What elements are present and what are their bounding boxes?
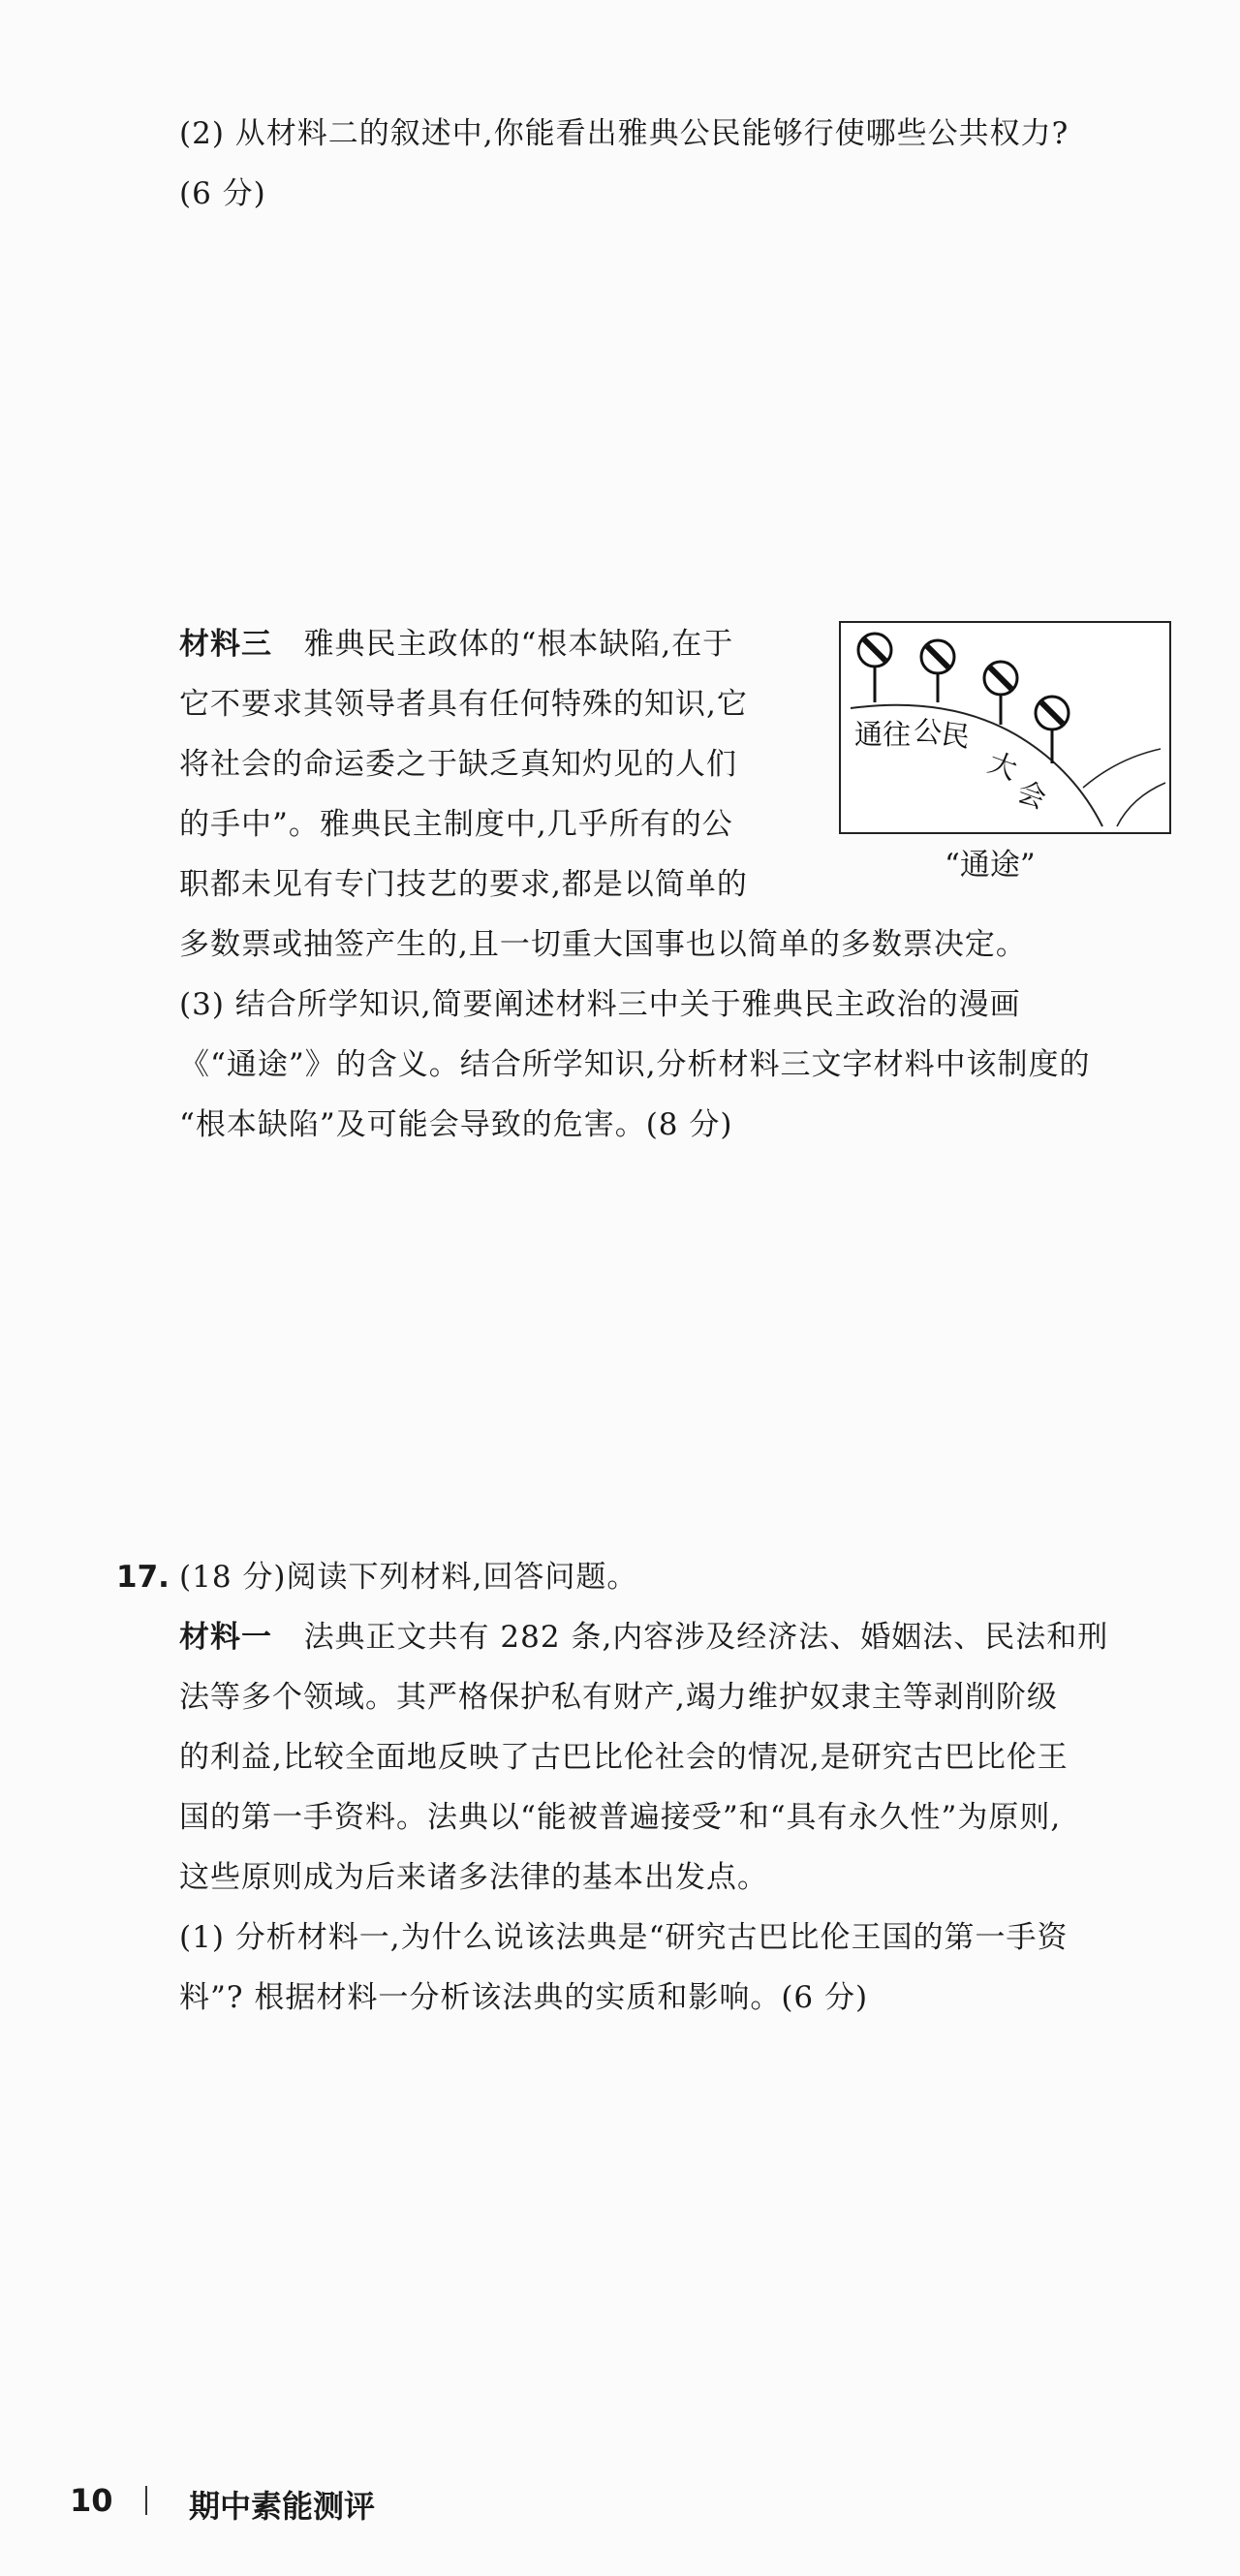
q17-material-1-label: 材料一 — [179, 1620, 272, 1655]
material-3-line-4: 的手中”。雅典民主制度中,几乎所有的公 — [179, 807, 733, 842]
no-entry-sign-icon — [984, 662, 1017, 725]
question-16-part-3-line-3: “根本缺陷”及可能会导致的危害。(8 分) — [179, 1107, 733, 1142]
cartoon-text-tongwang: 通往 — [854, 718, 912, 751]
question-16-part-3-line-2: 《“通途”》的含义。结合所学知识,分析材料三文字材料中该制度的 — [179, 1047, 1091, 1082]
page-number: 10 — [70, 2482, 113, 2519]
no-entry-sign-icon — [921, 640, 954, 702]
cartoon-tongtu — [839, 621, 1171, 834]
material-3-line-5: 职都未见有专门技艺的要求,都是以简单的 — [179, 867, 748, 902]
question-17-intro: (18 分)阅读下列材料,回答问题。 — [179, 1560, 638, 1595]
q17-material-1-line-5: 这些原则成为后来诸多法律的基本出发点。 — [179, 1860, 768, 1895]
q17-part-1-line-1: (1) 分析材料一,为什么说该法典是“研究古巴比伦王国的第一手资 — [179, 1920, 1069, 1955]
footer-divider — [145, 2486, 147, 2515]
material-3-label: 材料三 — [179, 627, 272, 662]
no-entry-sign-icon — [858, 634, 891, 702]
q17-material-1-line-4: 国的第一手资料。法典以“能被普遍接受”和“具有永久性”为原则, — [179, 1800, 1062, 1835]
q17-material-1-line-2: 法等多个领域。其严格保护私有财产,竭力维护奴隶主等剥削阶级 — [179, 1680, 1058, 1715]
material-3-line-1: 材料三 雅典民主政体的“根本缺陷,在于 — [179, 627, 734, 662]
q17-material-1-line-3: 的利益,比较全面地反映了古巴比伦社会的情况,是研究古巴比伦王 — [179, 1740, 1069, 1775]
cartoon-caption: “通途” — [945, 848, 1036, 883]
cartoon-text-gongmin: 公民 — [912, 713, 973, 755]
cartoon-illustration — [841, 623, 1169, 832]
question-16-part-2-text: (2) 从材料二的叙述中,你能看出雅典公民能够行使哪些公共权力? — [179, 116, 1070, 151]
no-entry-sign-icon — [1036, 697, 1069, 763]
material-3-line-6: 多数票或抽签产生的,且一切重大国事也以简单的多数票决定。 — [179, 927, 1027, 962]
material-3-line-3: 将社会的命运委之于缺乏真知灼见的人们 — [179, 747, 737, 782]
question-17-number: 17. — [116, 1560, 170, 1595]
q17-material-1-line-1: 材料一 法典正文共有 282 条,内容涉及经济法、婚姻法、民法和刑 — [179, 1620, 1109, 1655]
question-16-part-2-score: (6 分) — [179, 176, 266, 211]
material-3-line-2: 它不要求其领导者具有任何特殊的知识,它 — [179, 687, 748, 722]
cartoon-text-da: 大 — [983, 745, 1022, 787]
footer-title: 期中素能测评 — [189, 2488, 376, 2525]
question-16-part-3-line-1: (3) 结合所学知识,简要阐述材料三中关于雅典民主政治的漫画 — [179, 987, 1021, 1022]
q17-part-1-line-2: 料”? 根据材料一分析该法典的实质和影响。(6 分) — [179, 1980, 869, 2015]
cartoon-text-hui: 会 — [1012, 774, 1051, 816]
